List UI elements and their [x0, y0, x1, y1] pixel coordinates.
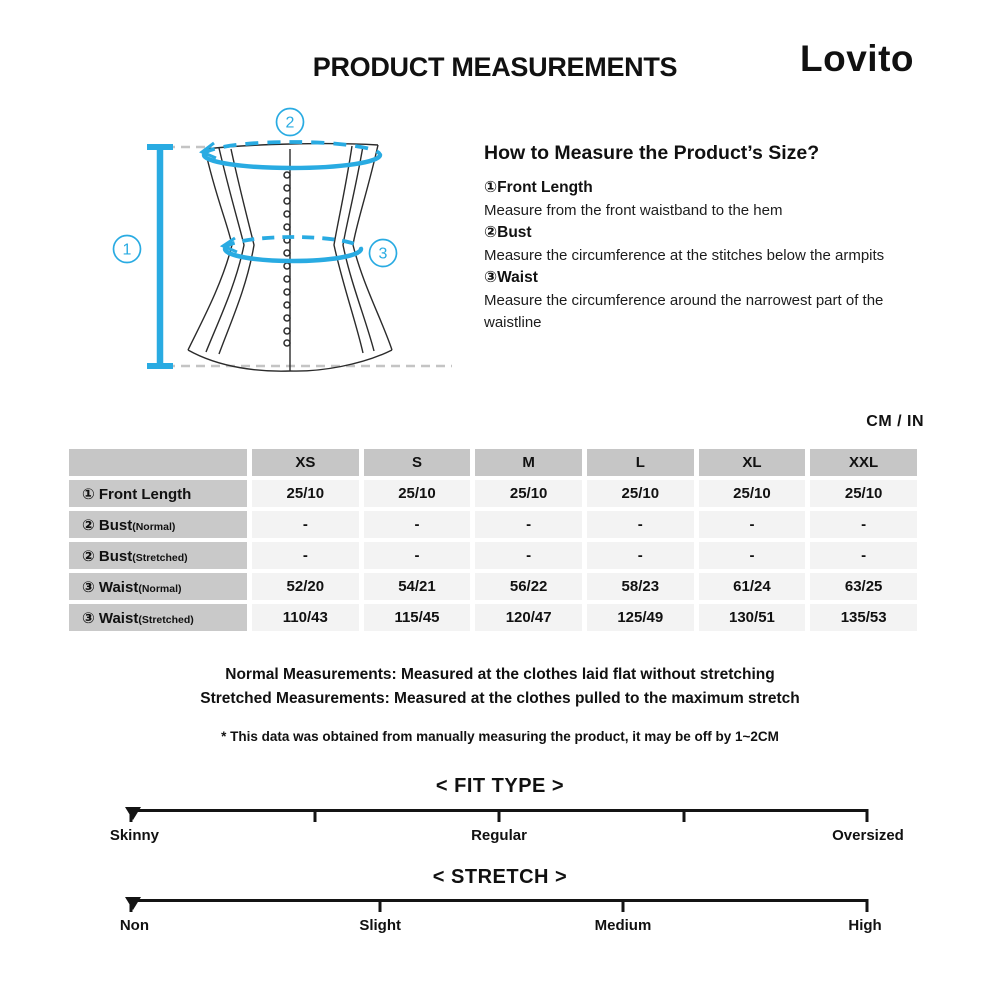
note-normal: Normal Measurements: Measured at the clothes laid flat without stretching: [225, 666, 775, 683]
table-cell: 125/49: [587, 604, 694, 631]
stretch-labels: [119, 917, 882, 937]
col-header-xs: XS: [252, 449, 359, 476]
table-cell: -: [364, 511, 471, 538]
page-title: PRODUCT MEASUREMENTS: [312, 52, 678, 82]
table-cell: 135/53: [810, 604, 917, 631]
howto-item-1-label: ①Front Length: [484, 179, 593, 196]
table-cell: 63/25: [810, 573, 917, 600]
marker-3-number: 3: [378, 245, 388, 263]
fit-label-regular: Regular: [471, 827, 527, 844]
row-label: ③ Waist: [82, 609, 139, 627]
stretch-marker-icon: [125, 897, 141, 910]
table-cell: 25/10: [699, 480, 806, 507]
row-label: ① Front Length: [82, 485, 192, 503]
table-cell: -: [252, 542, 359, 569]
table-corner-cell: [69, 449, 247, 476]
table-cell: -: [587, 542, 694, 569]
table-cell: -: [587, 511, 694, 538]
unit-label: CM / IN: [866, 413, 924, 430]
row-label-sub: (Normal): [138, 582, 182, 595]
howto-item-1-desc: Measure from the front waistband to the hem: [484, 201, 783, 219]
brand-logo: Lovito: [800, 38, 914, 79]
how-to-measure-section: [484, 142, 896, 335]
marker-2-number: 2: [285, 114, 295, 132]
measurement-notes: [0, 663, 1000, 711]
fit-type-labels: [109, 827, 904, 847]
col-header-m: M: [475, 449, 582, 476]
table-cell: 25/10: [587, 480, 694, 507]
table-cell: 25/10: [364, 480, 471, 507]
table-cell: 25/10: [252, 480, 359, 507]
table-cell: -: [699, 511, 806, 538]
howto-item-2-label: ②Bust: [484, 224, 532, 241]
table-row-waist-normal: [69, 573, 917, 600]
bust-measure-ellipse: [202, 142, 380, 168]
stretch-label-slight: Slight: [359, 917, 402, 934]
row-label: ② Bust: [82, 516, 133, 534]
ruler-tick: [621, 899, 624, 912]
table-cell: -: [810, 542, 917, 569]
disclaimer-note: * This data was obtained from manually measuring the product, it may be off by 1~2CM: [221, 729, 779, 744]
howto-item-3-label: ③Waist: [484, 269, 538, 286]
size-table: [64, 445, 922, 635]
row-label-sub: (Stretched): [132, 551, 188, 564]
stretch-ruler: [130, 899, 868, 902]
col-header-xl: XL: [699, 449, 806, 476]
table-cell: 25/10: [810, 480, 917, 507]
howto-item-3-desc: Measure the circumference around the narrowest part of the waistline: [484, 291, 884, 331]
marker-1-number: 1: [122, 241, 132, 259]
table-cell: 54/21: [364, 573, 471, 600]
table-row-waist-stretched: [69, 604, 917, 631]
table-cell: -: [364, 542, 471, 569]
fit-label-oversized: Oversized: [832, 827, 904, 844]
table-row-front-length: [69, 480, 917, 507]
col-header-s: S: [364, 449, 471, 476]
ruler-tick: [379, 899, 382, 912]
ruler-tick: [866, 899, 869, 912]
ruler-tick: [313, 809, 316, 822]
table-cell: -: [475, 511, 582, 538]
table-cell: 120/47: [475, 604, 582, 631]
table-cell: -: [475, 542, 582, 569]
ruler-tick: [682, 809, 685, 822]
stretch-label-high: High: [848, 917, 882, 934]
ruler-tick: [498, 809, 501, 822]
table-cell: -: [252, 511, 359, 538]
fit-type-ruler: [130, 809, 868, 812]
table-cell: 130/51: [699, 604, 806, 631]
stretch-label-medium: Medium: [594, 917, 652, 934]
table-cell: 25/10: [475, 480, 582, 507]
table-cell: 61/24: [699, 573, 806, 600]
note-stretched: Stretched Measurements: Measured at the clothes pulled to the maximum stretch: [200, 690, 800, 707]
table-cell: -: [810, 511, 917, 538]
table-row-bust-normal: [69, 511, 917, 538]
howto-item-2-desc: Measure the circumference at the stitches below the armpits: [484, 246, 885, 264]
table-cell: 58/23: [587, 573, 694, 600]
table-cell: 115/45: [364, 604, 471, 631]
row-label-sub: (Stretched): [138, 613, 194, 626]
garment-outline: [188, 144, 392, 372]
table-cell: 110/43: [252, 604, 359, 631]
stretch-label-non: Non: [119, 917, 150, 934]
table-cell: 52/20: [252, 573, 359, 600]
row-label: ② Bust: [82, 547, 133, 565]
table-cell: 56/22: [475, 573, 582, 600]
corset-illustration: [100, 100, 465, 400]
how-to-heading: How to Measure the Product’s Size?: [484, 142, 820, 164]
front-length-measure-bar: [147, 147, 173, 366]
col-header-l: L: [587, 449, 694, 476]
table-cell: -: [699, 542, 806, 569]
garment-diagram: [100, 100, 465, 400]
row-label: ③ Waist: [82, 578, 139, 596]
ruler-tick: [866, 809, 869, 822]
fit-label-skinny: Skinny: [109, 827, 160, 844]
table-header-row: [69, 449, 917, 476]
row-label-sub: (Normal): [132, 520, 176, 533]
fit-marker-icon: [125, 807, 141, 820]
col-header-xxl: XXL: [810, 449, 917, 476]
stretch-title: < STRETCH >: [432, 866, 568, 888]
table-row-bust-stretched: [69, 542, 917, 569]
fit-type-title: < FIT TYPE >: [435, 775, 565, 797]
